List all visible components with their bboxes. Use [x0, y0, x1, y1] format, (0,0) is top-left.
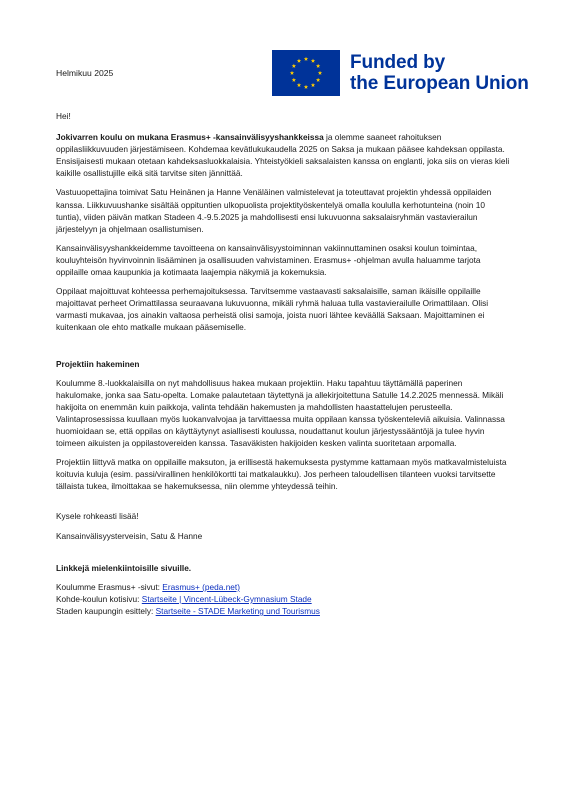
paragraph-goals: Kansainvälisyyshankkeidemme tavoitteena on kansainvälisyystoiminnan vakiinnuttaminen osaksi koulun toimintaa, kouluyhteisön hyvinvoinnin lisääminen ja osallisuuden vahvistaminen. Erasmus+ -ohjelman avulla haluamme tarjota oppilaille omaa kaupunkia ja kotimaata laajempia näkymiä ja kokemuksia.	[56, 242, 481, 278]
eu-star-icon	[304, 85, 308, 89]
link-row-target-school: Kohde-koulun kotisivu: Startseite | Vincent-Lübeck-Gymnasium Stade	[56, 593, 312, 604]
eu-logo-line1: Funded by	[350, 52, 446, 73]
intro-rest: ja olemme saaneet rahoituksen oppilasliikkuvuuden järjestämiseen. Kohdemaa kevätlukukaudella 2025 on Saksa ja mukaan pääsee kahdeksan oppilasta. Ensisijaisesti mukaan otetaan kahdeksasluokkalaisia. Yhteistyökieli saksalaisten kanssa on englanti, joka siis on vieras kieli kaikille osallistujille eikä sitä tarvitse siten jännittää.	[56, 132, 510, 179]
link-row-erasmus: Koulumme Erasmus+ -sivut: Erasmus+ (peda.net)	[56, 581, 240, 592]
link-erasmus[interactable]: Erasmus+ (peda.net)	[162, 581, 240, 592]
greeting: Hei!	[56, 111, 71, 121]
paragraph-accommodation: Oppilaat majoittuvat kohteessa perhemajoituksessa. Tarvitsemme vastaavasti saksalaisille, saman ikäisille oppilaille majoittavat perheet Orimattilassa seuraavana lukuvuonna, mikäli ryhmä haluaa tulla vastavierailulle Orimattilaan. Olisi varmasti mukavaa, jos ainakin valtaosa perheistä olisi samoja, joista nuori lähtee keväällä Saksaan. Majoittaminen ei kuitenkaan ole ehto matkalle mukaan pääsemiselle.	[56, 286, 489, 333]
paragraph-costs: Projektiin liittyvä matka on oppilaille maksuton, ja erillisestä hakemuksesta pystymme kattamaan myös matkavalmisteluista koituvia kuluja (esim. passi/virallinen henkilökortti tai matkalaukku). Jos perheen taloudellisen tilanteen vuoksi tarvitsette tällaista tukea, ilmoittakaa se hakemuksessa, niin olemme yhteydessä teihin.	[56, 457, 507, 492]
eu-star-icon	[297, 59, 301, 63]
letter-body	[56, 110, 511, 617]
links-heading: Linkkejä mielenkiintoisille sivuille.	[56, 562, 192, 573]
intro-bold: Jokivarren koulu on mukana Erasmus+ -kansainvälisyyshankkeissa	[56, 132, 324, 143]
document-date: Helmikuu 2025	[56, 68, 114, 78]
eu-star-icon	[318, 71, 322, 75]
section-heading: Projektiin hakeminen	[56, 358, 140, 369]
eu-logo-line2: the European Union	[350, 73, 529, 94]
link-target-school[interactable]: Startseite | Vincent-Lübeck-Gymnasium Stade	[141, 593, 312, 604]
eu-star-icon	[297, 83, 301, 87]
eu-star-icon	[316, 64, 320, 68]
eu-star-icon	[304, 57, 308, 61]
eu-star-icon	[316, 78, 320, 82]
eu-star-icon	[292, 64, 296, 68]
paragraph-teachers: Vastuuopettajina toimivat Satu Heinänen ja Hanne Venäläinen valmistelevat ja toteuttavat projektin yhdessä oppilaiden kanssa. Liikkuvuushanke sisältää oppituntien ulkopuolista projektityöskentelyä omalla koululla kerhotunteina (noin 10 tuntia), viiden päivän matkan Stadeen 4.-9.5.2025 ja mahdollisesti ensi lukuvuonna saksalaisryhmän vastavierailun järjestelyyn ja ohjelmaan osallistumisen.	[56, 187, 492, 234]
intro-paragraph	[56, 131, 511, 179]
eu-flag-icon	[272, 50, 340, 96]
paragraph-application: Koulumme 8.-luokkalaisilla on nyt mahdollisuus hakea mukaan projektiin. Haku tapahtuu täyttämällä paperinen hakulomake, jonka saa Satu-opelta. Lomake palautetaan täytettynä ja allekirjoitettuna Satulle 14.2.2025 mennessä. Mikäli hakijoita on enemmän kuin paikkoja, valinta tehdään hakemusten ja mahdollisten haastattelujen perusteella. Valintaprosessissa kuullaan myös luokanvalvojaa ja tarvittaessa muita oppilaan kanssa työskenteleviä aikuisia. Valinnassa huomioidaan se, että oppilas on käyttäytynyt asiallisesti koulussa, noudattanut koulun järjestyssääntöjä ja tulee hyvin toimeen aikuisten ja oppilastovereiden kanssa. Tasaväkisten hakijoiden kesken valinta suoritetaan arpomalla.	[56, 377, 505, 449]
eu-logo-text	[350, 52, 529, 94]
eu-star-icon	[290, 71, 294, 75]
link-stade[interactable]: Startseite - STADE Marketing und Tourismus	[155, 605, 320, 616]
eu-star-icon	[311, 59, 315, 63]
closing-line1: Kysele rohkeasti lisää!	[56, 511, 139, 522]
eu-star-icon	[292, 78, 296, 82]
eu-star-icon	[311, 83, 315, 87]
links-list	[56, 581, 511, 617]
eu-funding-logo	[272, 50, 529, 96]
link-row-stade: Staden kaupungin esittely: Startseite - STADE Marketing und Tourismus	[56, 605, 320, 616]
closing-line2: Kansainvälisyysterveisin, Satu & Hanne	[56, 530, 203, 541]
